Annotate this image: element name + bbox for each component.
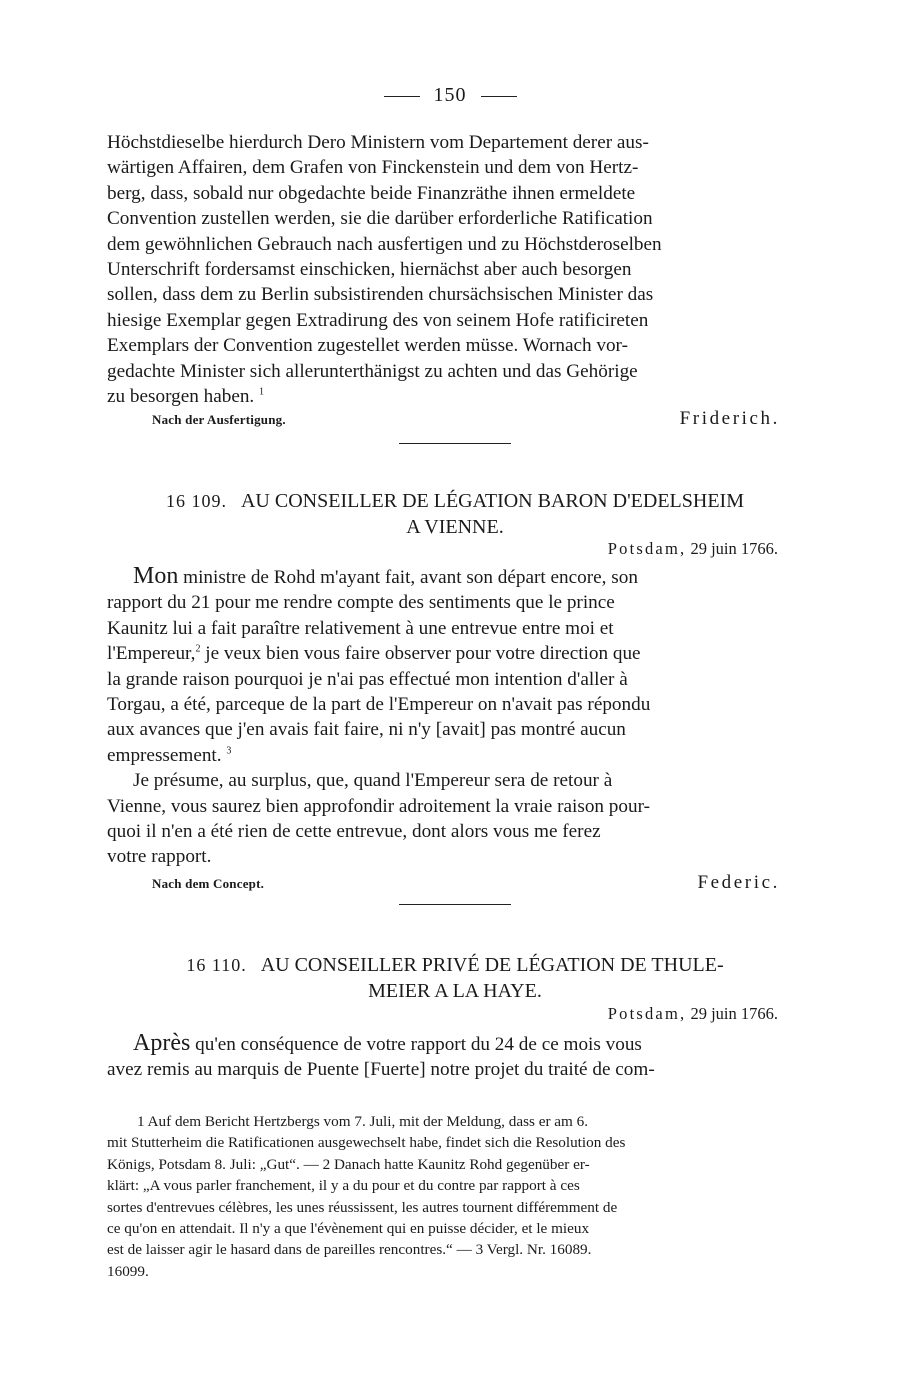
section-divider (399, 443, 511, 444)
text-line: quoi il n'en a été rien de cette entrevue, dont alors vous me ferez (107, 821, 601, 843)
text-line: Unterschrift fordersamst einschicken, hiernächst aber auch besorgen (107, 259, 632, 281)
text-line: rapport du 21 pour me rendre compte des sentiments que le prince (107, 592, 615, 614)
letter-number: 16 110. (186, 955, 247, 975)
text-fragment: je veux bien vous faire observer pour votre direction que (205, 643, 641, 665)
text-fragment: zu besorgen haben. (107, 386, 255, 408)
letter-body-16109 (107, 564, 803, 870)
page-number-dash-right (481, 96, 517, 97)
text-line: Höchstdieselbe hierdurch Dero Ministern vom Departement derer aus- (107, 132, 649, 153)
text-line: Torgau, a été, parceque de la part de l'Empereur on n'avait pas répondu (107, 694, 651, 716)
continued-letter-text (107, 130, 803, 409)
footnote-line: 16099. (107, 1262, 149, 1280)
footnotes (107, 1111, 803, 1282)
text-line: la grande raison pourquoi je n'ai pas effectué mon intention d'aller à (107, 668, 628, 690)
heading-text: AU CONSEILLER DE LÉGATION BARON D'EDELSHEIM (240, 490, 744, 512)
signature: Federic. (697, 872, 780, 893)
heading-line (107, 952, 803, 978)
text-line (107, 743, 803, 768)
text-line: hiesige Exemplar gegen Extradirung des von seinem Hofe ratificireten (107, 309, 649, 331)
text-fragment: empressement. (107, 744, 222, 766)
date-text: 29 juin 1766. (690, 1004, 778, 1023)
footnote-ref: 3 (226, 745, 232, 757)
heading-line (107, 488, 803, 514)
text-line: Vienne, vous saurez bien approfondir adroitement la vraie raison pour- (107, 795, 650, 817)
text-fragment: ministre de Rohd m'ayant fait, avant son départ encore, son (183, 567, 638, 588)
text-line (107, 564, 803, 590)
letter-body-16110 (107, 1031, 803, 1083)
footnote-line: Königs, Potsdam 8. Juli: „Gut“. — 2 Danach hatte Kaunitz Rohd gegenüber er- (107, 1155, 590, 1173)
heading-text: AU CONSEILLER PRIVÉ DE LÉGATION DE THULE- (260, 954, 724, 976)
heading-line: A VIENNE. (406, 516, 504, 538)
source-note: Nach dem Concept. (152, 876, 265, 891)
text-line (107, 641, 803, 666)
date-place: Potsdam, (607, 539, 687, 558)
page-number-dash-left (384, 96, 420, 97)
letter-date (608, 1004, 778, 1024)
letter-number: 16 109. (165, 491, 227, 511)
text-line: Exemplars der Convention zugestellet werden müsse. Wornach vor- (107, 335, 628, 357)
footnote-line: klärt: „A vous parler franchement, il y a du pour et du contre par rapport à ces (107, 1177, 580, 1195)
page-number-text: 150 (433, 84, 467, 106)
text-line: berg, dass, sobald nur obgedachte beide Finanzräthe ihnen ermeldete (107, 182, 636, 204)
heading-line: MEIER A LA HAYE. (368, 980, 542, 1002)
text-line: Convention zustellen werden, sie die darüber erforderliche Ratification (107, 208, 653, 230)
signature: Friderich. (679, 408, 780, 429)
text-line: Kaunitz lui a fait paraître relativement à une entrevue entre moi et (107, 617, 614, 639)
signature-row-2 (152, 872, 780, 894)
page-number (0, 84, 900, 107)
date-place: Potsdam, (607, 1004, 687, 1023)
text-fragment: l'Empereur, (107, 643, 196, 665)
letter-date (608, 539, 778, 559)
footnote-line: ce qu'on en attendait. Il n'y a que l'évènement qui en puisse décider, et le mieux (107, 1220, 590, 1238)
footnote-line: mit Stutterheim die Ratificationen ausgewechselt habe, findet sich die Resolution des (107, 1134, 626, 1152)
text-line: avez remis au marquis de Puente [Fuerte] notre projet du traité de com- (107, 1059, 655, 1081)
footnote-line: est de laisser agir le hasard dans de pareilles rencontres.“ — 3 Vergl. Nr. 16089. (107, 1241, 592, 1259)
footnote-ref: 1 (259, 386, 265, 398)
text-line: aux avances que j'en avais fait faire, ni n'y [avait] pas montré aucun (107, 719, 626, 741)
footnote-ref: 2 (195, 643, 201, 655)
dropcap-word: Après (133, 1030, 191, 1056)
text-line (107, 1031, 803, 1057)
text-fragment: qu'en conséquence de votre rapport du 24 de ce mois vous (195, 1034, 642, 1055)
source-note: Nach der Ausfertigung. (152, 412, 286, 427)
section-divider (399, 904, 511, 905)
signature-row-1 (152, 408, 780, 430)
text-line: dem gewöhnlichen Gebrauch nach ausfertigen und zu Höchstderoselben (107, 233, 662, 255)
footnote-line: sortes d'entrevues célèbres, les unes réussissent, les autres tournent différemment de (107, 1198, 618, 1216)
letter-heading-16109 (107, 488, 803, 540)
text-line: sollen, dass dem zu Berlin subsistirenden chursächsischen Minister das (107, 284, 654, 306)
letter-heading-16110 (107, 952, 803, 1004)
dropcap-word: Mon (133, 563, 179, 589)
text-line (107, 384, 803, 409)
text-line: gedachte Minister sich allerunterthänigst zu achten und das Gehörige (107, 360, 638, 382)
footnote-line: 1 Auf dem Bericht Hertzbergs vom 7. Juli, mit der Meldung, dass er am 6. (137, 1113, 589, 1130)
date-text: 29 juin 1766. (690, 539, 778, 558)
text-line: wärtigen Affairen, dem Grafen von Finckenstein und dem von Hertz- (107, 157, 639, 179)
text-line: Je présume, au surplus, que, quand l'Empereur sera de retour à (133, 770, 613, 792)
text-line: votre rapport. (107, 846, 212, 868)
